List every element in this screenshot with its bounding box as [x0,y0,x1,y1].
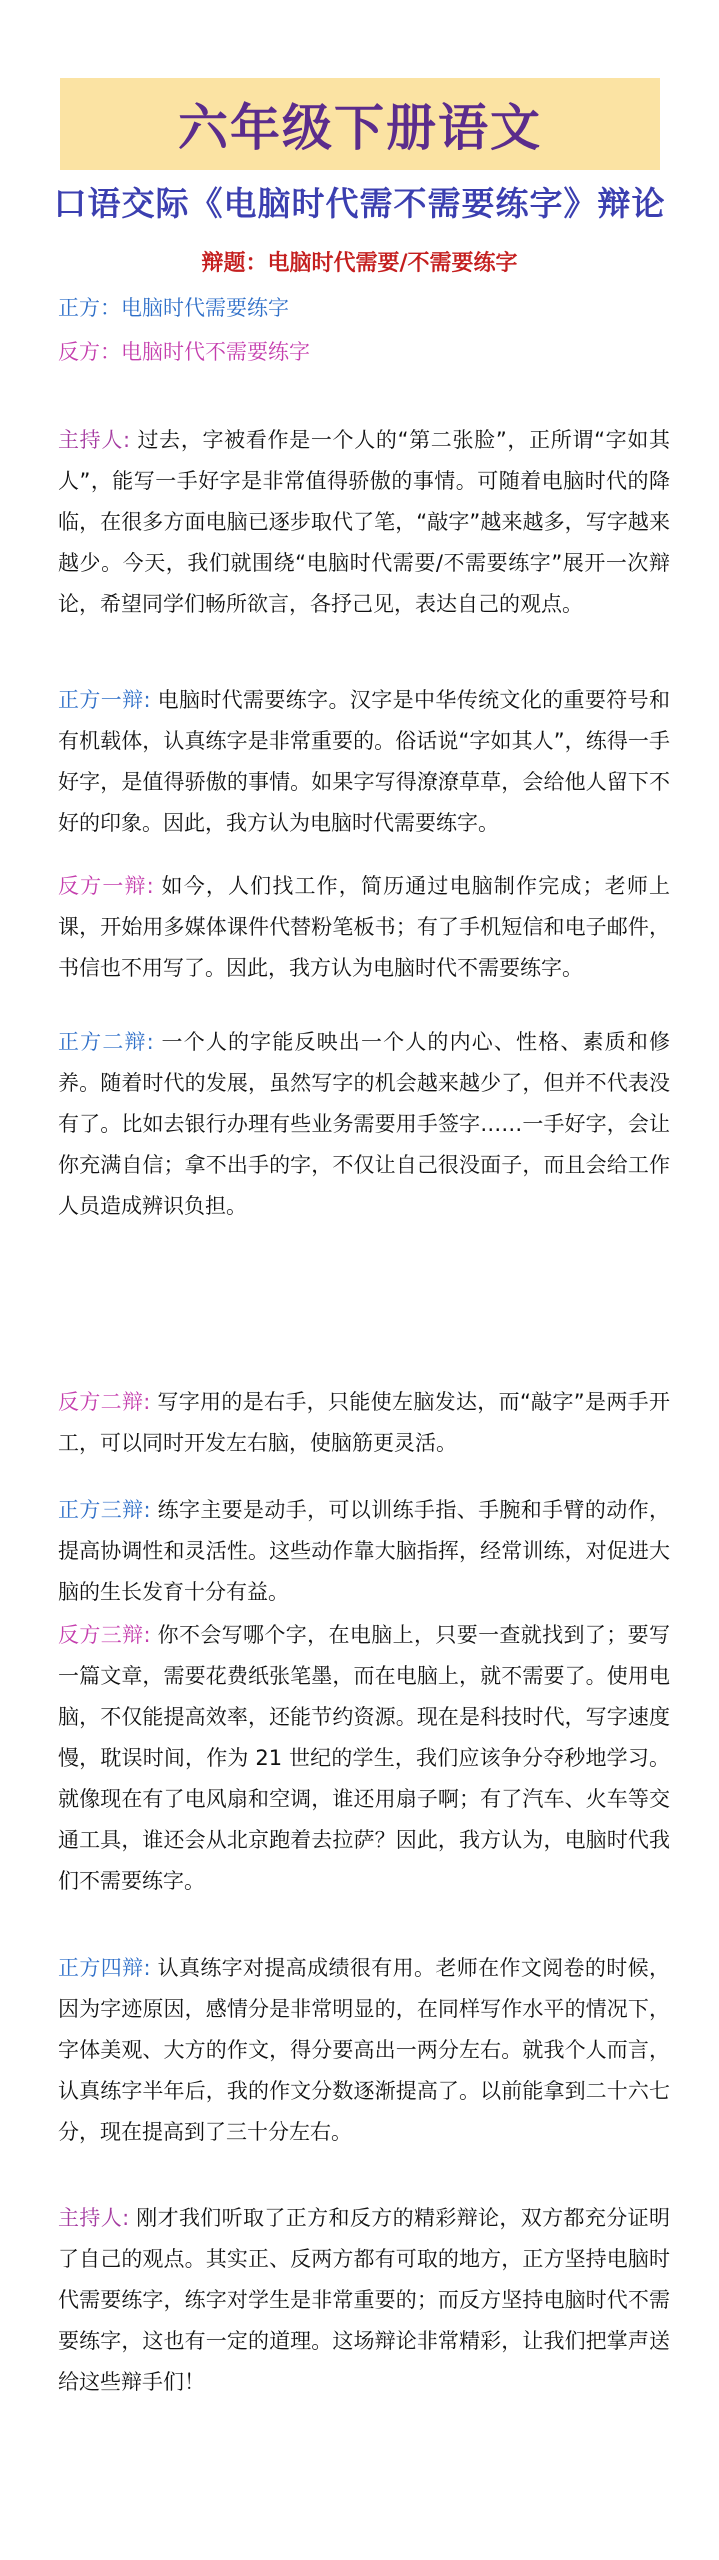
speaker-label: 反方一辩: [58,874,154,898]
speaker-label: 正方一辩: [58,688,151,712]
paragraph-text: 如今，人们找工作，简历通过电脑制作完成；老师上课，开始用多媒体课件代替粉笔板书；有了手机短信和电子邮件，书信也不用写了。因此，我方认为电脑时代不需要练字。 [58,874,670,980]
speaker-label: 主持人: [58,428,131,452]
debate-topic: 辩题：电脑时代需要/不需要练字 [201,251,518,276]
speaker-label: 反方三辩: [58,1623,151,1647]
speaker-label: 主持人: [58,2206,130,2230]
speaker-label: 正方四辩: [58,1956,151,1980]
pro-fourth-debater-paragraph [58,1948,670,2153]
paragraph-text: 认真练字对提高成绩很有用。老师在作文阅卷的时候，因为字迹原因，感情分是非常明显的，在同样写作水平的情况下，字体美观、大方的作文，得分要高出一两分左右。就我个人而言，认真练字半年后，我的作文分数逐渐提高了。以前能拿到二十六七分，现在提高到了三十分左右。 [58,1956,670,2144]
paragraph-text: 你不会写哪个字，在电脑上，只要一查就找到了；要写一篇文章，需要花费纸张笔墨，而在电脑上，就不需要了。使用电脑，不仅能提高效率，还能节约资源。现在是科技时代，写字速度慢，耽误时间，作为 21 世纪的学生，我们应该争分夺秒地学习。就像现在有了电风扇和空调，谁还用扇子啊；有了汽车、火车等交通工具，谁还会从北京跑着去拉萨？因此，我方认为，电脑时代我们不需要练字。 [58,1623,670,1893]
host-closing-paragraph [58,2198,670,2403]
title-banner [60,78,660,170]
paragraph-text: 写字用的是右手，只能使左脑发达，而“敲字”是两手开工，可以同时开发左右脑，使脑筋更灵活。 [58,1390,670,1455]
con-second-debater-paragraph [58,1382,670,1464]
con-first-debater-paragraph [58,866,670,989]
paragraph-text: 刚才我们听取了正方和反方的精彩辩论，双方都充分证明了自己的观点。其实正、反两方都有可取的地方，正方坚持电脑时代需要练字，练字对学生是非常重要的；而反方坚持电脑时代不需要练字，这也有一定的道理。这场辩论非常精彩，让我们把掌声送给这些辩手们！ [58,2206,670,2394]
paragraph-text: 电脑时代需要练字。汉字是中华传统文化的重要符号和有机载体，认真练字是非常重要的。俗话说“字如其人”，练得一手好字，是值得骄傲的事情。如果字写得潦潦草草，会给他人留下不好的印象。因此，我方认为电脑时代需要练字。 [58,688,670,835]
con-third-debater-paragraph [58,1615,670,1902]
host-opening-paragraph [58,420,670,625]
pro-first-debater-paragraph [58,680,670,844]
pro-third-debater-paragraph [58,1490,670,1613]
page-subtitle: 口语交际《电脑时代需不需要练字》辩论 [53,184,666,223]
paragraph-text: 一个人的字能反映出一个人的内心、性格、素质和修养。随着时代的发展，虽然写字的机会越来越少了，但并不代表没有了。比如去银行办理有些业务需要用手签字……一手好字，会让你充满自信；拿不出手的字，不仅让自己很没面子，而且会给工作人员造成辨识负担。 [58,1030,670,1218]
speaker-label: 正方三辩: [58,1498,151,1522]
pro-side-label: 正方：电脑时代需要练字 [58,296,289,320]
speaker-label: 正方二辩: [58,1030,154,1054]
page-title: 六年级下册语文 [178,99,542,157]
con-side-label: 反方：电脑时代不需要练字 [58,340,310,364]
paragraph-text: 过去，字被看作是一个人的“第二张脸”，正所谓“字如其人”，能写一手好字是非常值得骄傲的事情。可随着电脑时代的降临，在很多方面电脑已逐步取代了笔，“敲字”越来越多，写字越来越少。今天，我们就围绕“电脑时代需要/不需要练字”展开一次辩论，希望同学们畅所欲言，各抒己见，表达自己的观点。 [58,428,671,616]
speaker-label: 反方二辩: [58,1390,151,1414]
paragraph-text: 练字主要是动手，可以训练手指、手腕和手臂的动作，提高协调性和灵活性。这些动作靠大脑指挥，经常训练，对促进大脑的生长发育十分有益。 [58,1498,670,1604]
pro-second-debater-paragraph [58,1022,670,1227]
